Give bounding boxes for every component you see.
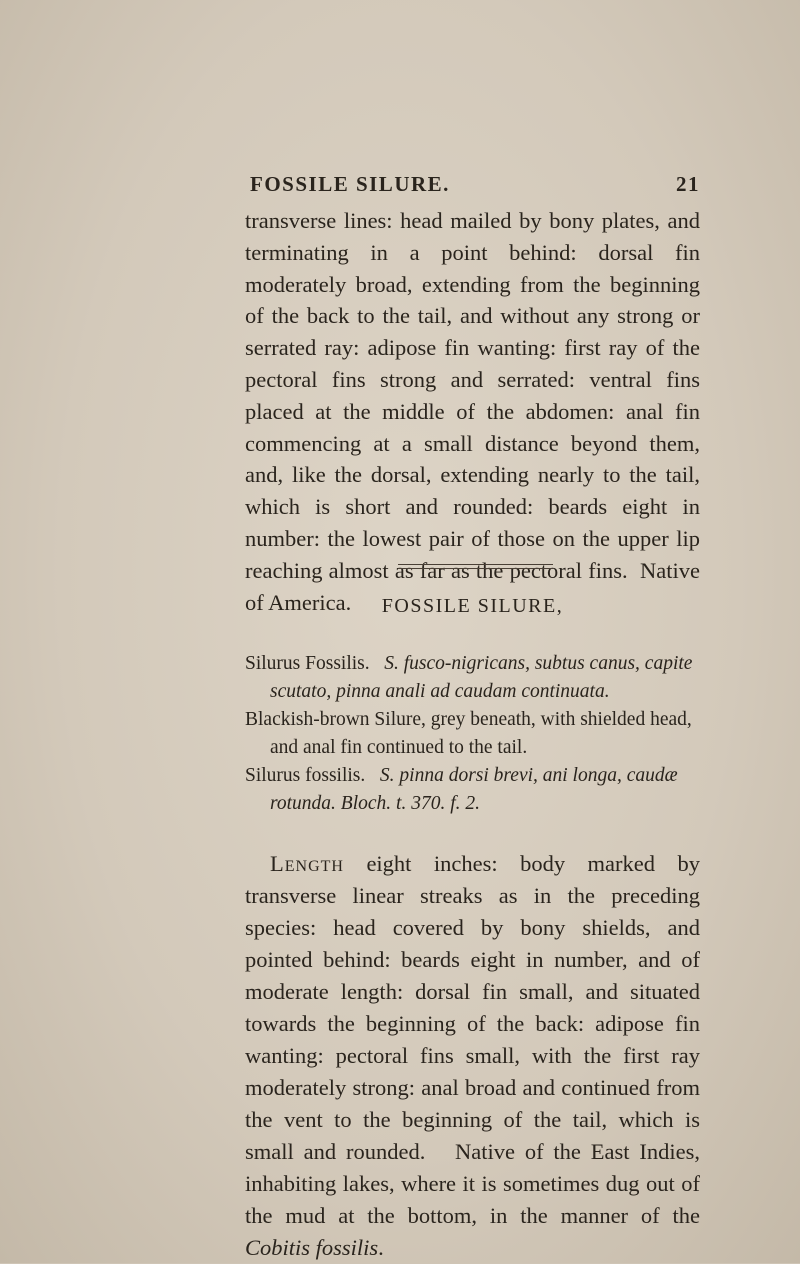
lead-word: Length [270,851,344,876]
synonym-latin: S. fusco-nigricans, subtus canus, capite scutato, pinna anali ad caudam continuata. [270,653,693,702]
section-title: FOSSILE SILURE, [381,595,564,617]
synonym-reference: Bloch. t. 370. f. 2. [340,793,480,814]
synonym-entry [245,650,700,706]
intro-native: Native of America. [245,557,701,615]
closing-period: . [378,1235,384,1260]
synonymy-block [245,650,700,818]
description-native: Native of the East Indies, inhabiting lakes, where it is sometimes dug out of the mud at the bottom, in the manner of the [245,1139,701,1228]
page-number: 21 [676,172,700,196]
synonym-name: Silurus Fossilis. [245,653,370,674]
synonym-latin: S. pinna dorsi brevi, ani longa, caudæ rotunda. [270,765,678,814]
description-text: eight inches: body marked by transverse linear streaks as in the preceding species: head covered by bony shields, and pointed behind: beards eight in number, and of moderate length: dorsal fin small, and situated towards the beginning of the back: adipose fin wanting: pectoral fins small, with the first ray moderately strong: anal broad and continued from the vent to the beginning of the tail, which is small and rounded. [245,851,700,1164]
running-title: FOSSILE SILURE. [250,172,450,196]
running-head [250,172,700,197]
intro-text: transverse lines: head mailed by bony plates, and terminating in a point behind: dorsal fin moderately broad, extending from the beginning of the back to the tail, and without any strong or serrated ray: adipose fin wanting: first ray of the pectoral fins strong and serrated: ventral fins placed at the middle of the abdomen: anal fin commencing at a small distance beyond them, and, like the dorsal, extending nearly to the tail, which is short and rounded: beards eight in number: the lowest pair of those on the upper lip reaching almost as far as the pectoral fins. [245,208,700,583]
species-reference: Cobitis fossilis [245,1235,379,1260]
description-paragraph [245,848,700,1264]
synonym-name: Silurus fossilis. [245,765,366,786]
intro-paragraph [245,205,700,618]
synonym-entry: Blackish-brown Silure, grey beneath, with shielded head, and anal fin continued to the tail. [245,709,692,758]
synonym-entry [245,762,700,818]
section-divider [398,564,553,569]
